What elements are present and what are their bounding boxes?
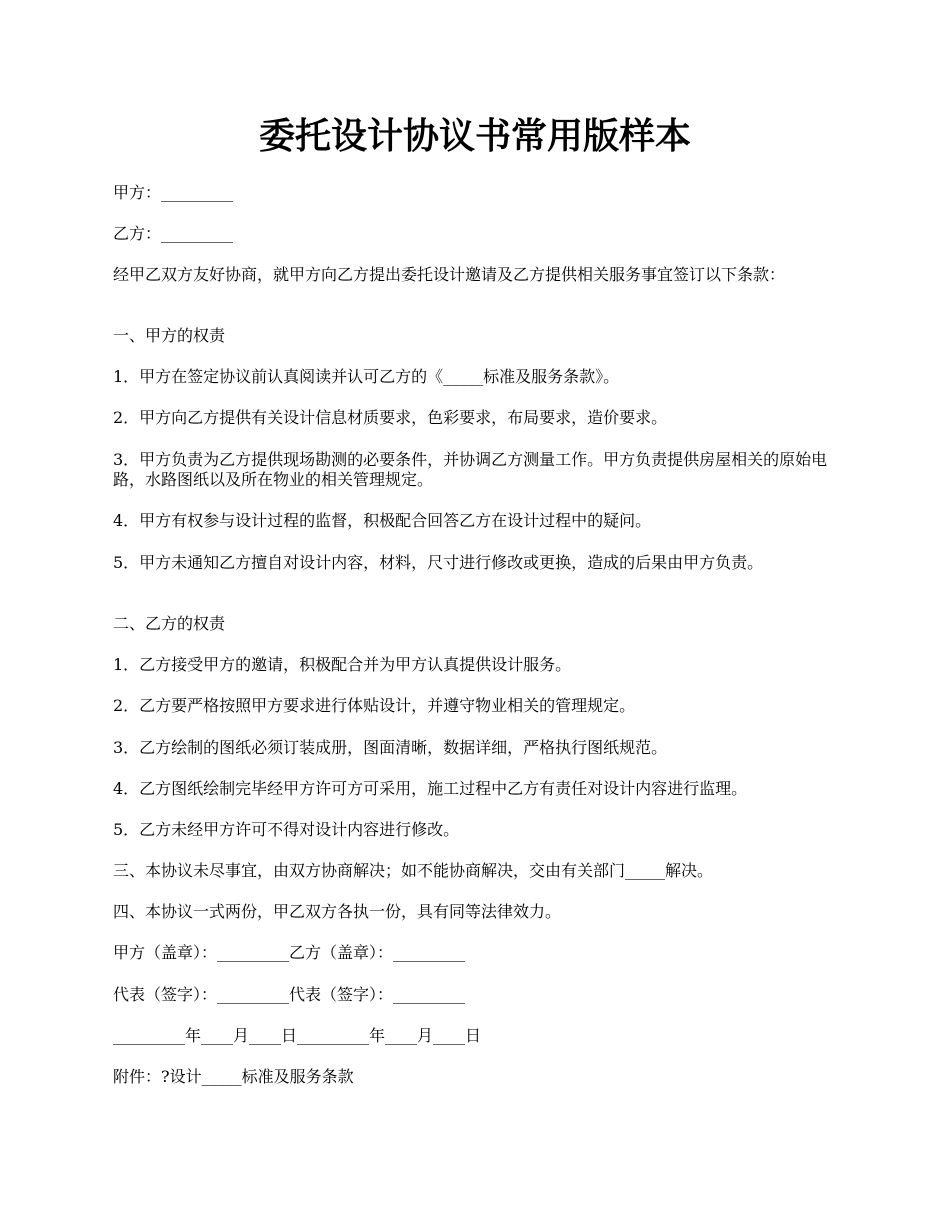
party-a-clause-3: 3．甲方负责为乙方提供现场勘测的必要条件，并协调乙方测量工作。甲方负责提供房屋相关的原始电路，水路图纸以及所在物业的相关管理规定。 <box>113 450 828 489</box>
party-b-line: 乙方：_________ <box>113 224 234 243</box>
section-heading-party-b: 二、乙方的权责 <box>113 614 226 633</box>
seal-line: 甲方（盖章）：_________乙方（盖章）：_________ <box>113 943 466 962</box>
section-heading-party-a: 一、甲方的权责 <box>113 326 226 345</box>
party-a-clause-2: 2．甲方向乙方提供有关设计信息材质要求，色彩要求，布局要求，造价要求。 <box>113 408 668 427</box>
party-b-clause-3: 3．乙方绘制的图纸必须订装成册，图面清晰，数据详细，严格执行图纸规范。 <box>113 738 668 757</box>
document-title: 委托设计协议书常用版样本 <box>258 115 691 157</box>
preamble-paragraph: 经甲乙双方友好协商，就甲方向乙方提出委托设计邀请及乙方提供相关服务事宜签订以下条款： <box>113 265 786 284</box>
attachment-line: 附件：?设计_____标准及服务条款 <box>113 1067 354 1086</box>
party-a-clause-1: 1．甲方在签定协议前认真阅读并认可乙方的《_____标准及服务条款》。 <box>113 367 620 386</box>
party-b-clause-1: 1．乙方接受甲方的邀请，积极配合并为甲方认真提供设计服务。 <box>113 655 572 674</box>
party-a-clause-5: 5．甲方未通知乙方擅自对设计内容，材料，尺寸进行修改或更换，造成的后果由甲方负责。 <box>113 553 764 572</box>
party-b-clause-2: 2．乙方要严格按照甲方要求进行体贴设计，并遵守物业相关的管理规定。 <box>113 696 636 715</box>
section-three-paragraph: 三、本协议未尽事宜，由双方协商解决；如不能协商解决，交由有关部门_____解决。 <box>113 861 714 880</box>
signature-line: 代表（签字）：_________代表（签字）：_________ <box>113 985 466 1004</box>
party-a-clause-4: 4．甲方有权参与设计过程的监督，积极配合回答乙方在设计过程中的疑问。 <box>113 511 652 530</box>
party-b-clause-4: 4．乙方图纸绘制完毕经甲方许可方可采用，施工过程中乙方有责任对设计内容进行监理。 <box>113 779 748 798</box>
section-four-paragraph: 四、本协议一式两份，甲乙双方各执一份，具有同等法律效力。 <box>113 902 562 921</box>
date-line: _________年____月____日_________年____月____日 <box>113 1026 482 1045</box>
party-b-clause-5: 5．乙方未经甲方许可不得对设计内容进行修改。 <box>113 820 460 839</box>
party-a-line: 甲方：_________ <box>113 183 234 202</box>
